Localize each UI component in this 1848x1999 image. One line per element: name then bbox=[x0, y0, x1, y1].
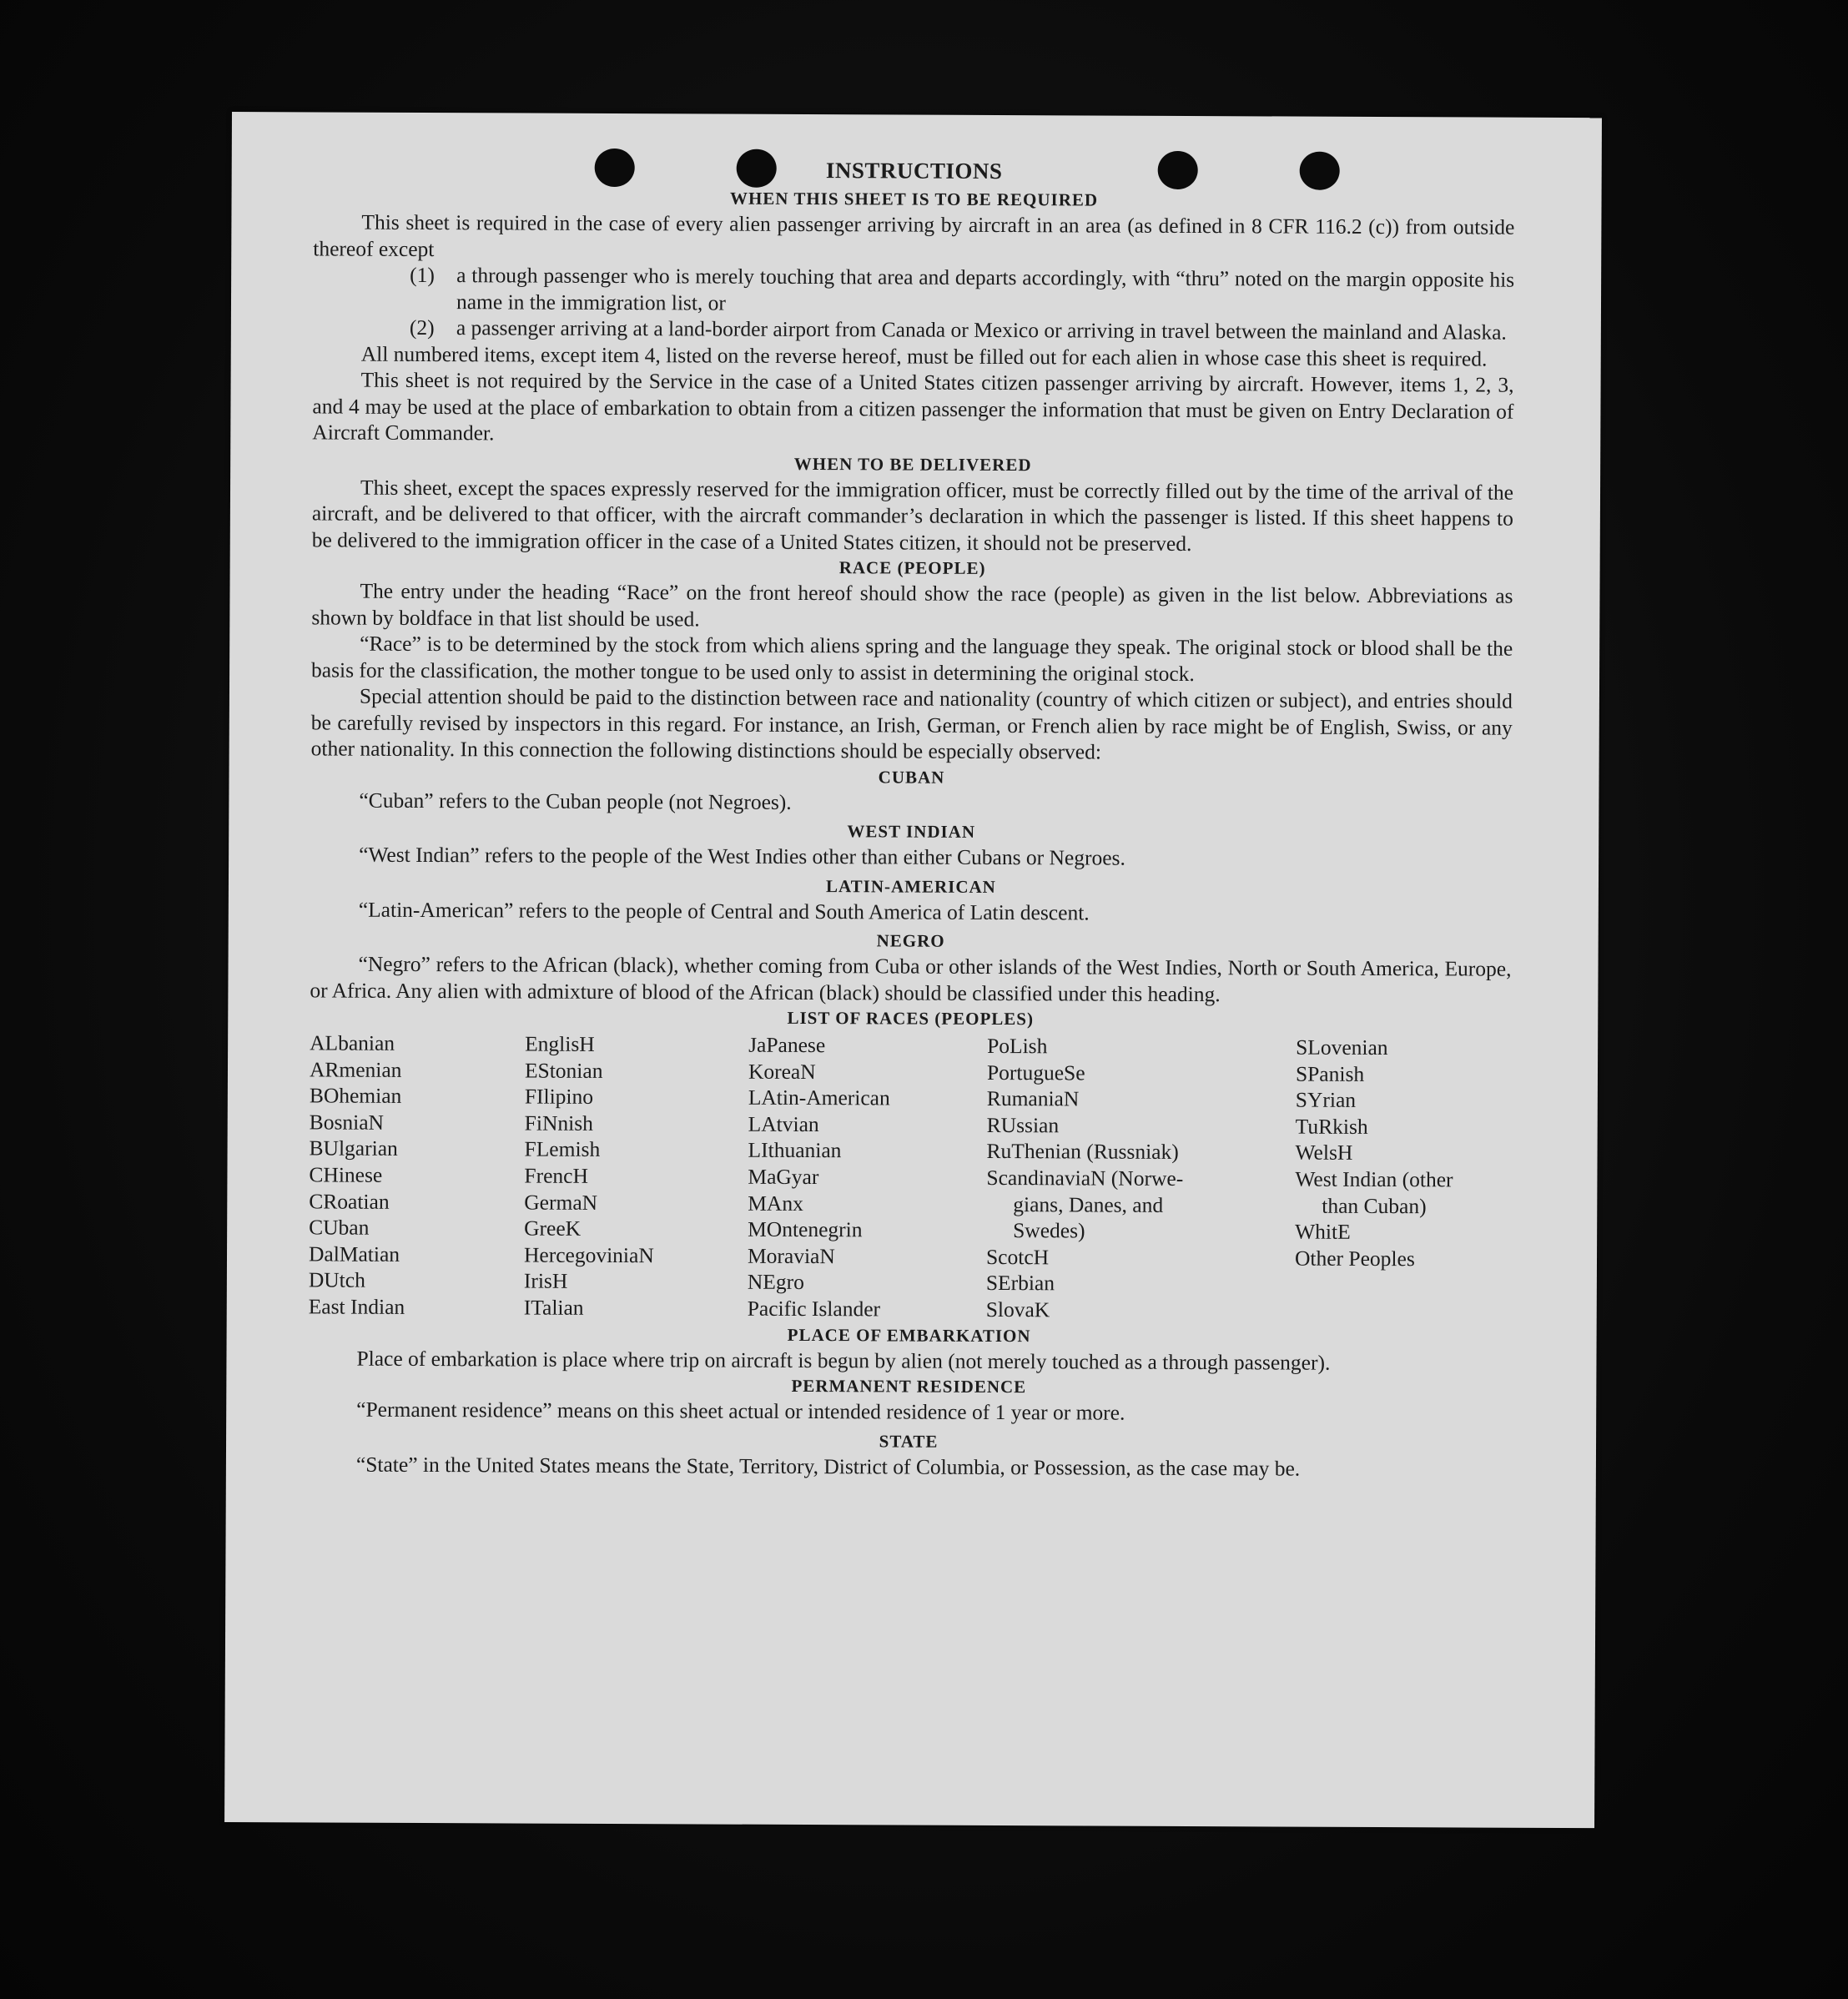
race-entry: GreeK bbox=[524, 1216, 582, 1241]
race-entry: FrencH bbox=[524, 1163, 588, 1188]
race-entry: HercegoviniaN bbox=[523, 1242, 654, 1267]
race-entry: ARmenian bbox=[309, 1057, 402, 1082]
race-entry: CHinese bbox=[309, 1162, 383, 1187]
race-paragraph-1: The entry under the heading “Race” on the front hereof should show the race (people) as given in the list below. Abbreviations as shown by boldface in that list should be used. bbox=[311, 578, 1513, 631]
race-entry: MAnx bbox=[748, 1191, 803, 1216]
item-number: (2) bbox=[409, 315, 435, 340]
race-entry: CRoatian bbox=[309, 1188, 390, 1214]
race-entry: FIlipino bbox=[524, 1084, 594, 1110]
race-entry: LAtvian bbox=[748, 1111, 819, 1136]
sheet-content bbox=[308, 155, 1515, 1482]
race-entry: FLemish bbox=[524, 1136, 601, 1162]
section-heading-state: STATE bbox=[879, 1430, 939, 1452]
race-entry: BOhemian bbox=[309, 1083, 402, 1109]
race-entry: ScotcH bbox=[985, 1244, 1050, 1270]
race-entry: ITalian bbox=[523, 1295, 584, 1320]
race-entry: IrisH bbox=[523, 1268, 568, 1294]
instruction-sheet bbox=[224, 112, 1602, 1828]
race-entry: RuThenian (Russniak) bbox=[986, 1139, 1179, 1165]
required-intro: This sheet is required in the case of every alien passenger arriving by aircraft in an area (as defined in 8 CFR 116.2 (c)) from outside thereof except bbox=[313, 209, 1515, 261]
race-entry: gians, Danes, and bbox=[1013, 1191, 1164, 1217]
section-heading-required: WHEN THIS SHEET IS TO BE REQUIRED bbox=[729, 188, 1099, 210]
race-entry: WhitE bbox=[1295, 1219, 1351, 1245]
latin-american-text: “Latin-American” refers to the people of Central and South America of Latin descent. bbox=[358, 897, 1090, 924]
section-heading-negro: NEGRO bbox=[876, 930, 945, 951]
race-entry: MoraviaN bbox=[747, 1243, 835, 1268]
race-entry: FiNnish bbox=[524, 1110, 593, 1135]
race-entry: MOntenegrin bbox=[748, 1216, 863, 1242]
section-heading-list-of-races: LIST OF RACES (PEOPLES) bbox=[787, 1007, 1035, 1030]
race-entry: KoreaN bbox=[748, 1059, 816, 1084]
race-entry: SYrian bbox=[1295, 1087, 1357, 1113]
race-entry: LIthuanian bbox=[748, 1138, 842, 1163]
race-entry: DalMatian bbox=[308, 1241, 400, 1266]
item-text: a passenger arriving at a land-border airport from Canada or Mexico or arriving in travel between the mainland and Alaska. bbox=[456, 315, 1507, 345]
race-entry: Other Peoples bbox=[1294, 1246, 1415, 1271]
race-entry: EStonian bbox=[524, 1058, 603, 1083]
race-entry: Swedes) bbox=[1013, 1218, 1085, 1243]
race-column-2 bbox=[524, 1031, 749, 1322]
residence-text: “Permanent residence” means on this sheet actual or intended residence of 1 year or more. bbox=[356, 1397, 1125, 1425]
race-entry: SErbian bbox=[985, 1271, 1055, 1296]
race-entry: BosniaN bbox=[309, 1110, 385, 1135]
race-entry: GermaN bbox=[524, 1190, 598, 1215]
race-entry: JaPanese bbox=[748, 1032, 826, 1058]
section-heading-embarkation: PLACE OF EMBARKATION bbox=[787, 1324, 1031, 1346]
race-entry: PortugueSe bbox=[986, 1060, 1085, 1085]
required-paragraph-3: This sheet is not required by the Service in the case of a United States citizen passenger arriving by aircraft. However, items 1, 2, 3, and 4 may be used at the place of embarkation to obtain from a citizen passenger the information that must be given on Entry Declaration of Aircraft Commander. bbox=[312, 367, 1514, 446]
race-entry: RUssian bbox=[986, 1112, 1060, 1138]
race-entry: TuRkish bbox=[1295, 1114, 1368, 1139]
section-heading-cuban: CUBAN bbox=[878, 766, 945, 788]
race-entry: NEgro bbox=[747, 1270, 804, 1295]
section-heading-latin-american: LATIN-AMERICAN bbox=[826, 875, 996, 897]
embarkation-text: Place of embarkation is place where trip on aircraft is begun by alien (not merely touched as a through passenger). bbox=[356, 1346, 1331, 1375]
race-column-5 bbox=[1295, 1035, 1512, 1326]
race-entry: ALbanian bbox=[310, 1030, 395, 1055]
race-entry: SPanish bbox=[1295, 1061, 1365, 1086]
item-text: a through passenger who is merely touching that area and departs accordingly, with “thru” noted on the margin opposite his name in the immigration list, or bbox=[456, 263, 1515, 315]
race-paragraph-2: “Race” is to be determined by the stock from which aliens spring and the language they speak. The original stock or blood shall be the basis for the classification, the mother tongue to be used only to assist in determining the original stock. bbox=[311, 631, 1513, 686]
race-column-3 bbox=[748, 1032, 988, 1323]
race-entry: CUban bbox=[309, 1215, 370, 1240]
delivered-text: This sheet, except the spaces expressly reserved for the immigration officer, must be correctly filled out by the time of the arrival of the aircraft, and be delivered to that officer, with the aircraft commander’s declaration in which the passenger is listed. If this sheet happens to be delivered to the immigration officer in the case of a United States citizen, it should not be preserved. bbox=[311, 475, 1514, 556]
required-paragraph-2: All numbered items, except item 4, listed on the reverse hereof, must be filled out for each alien in whose case this sheet is required. bbox=[360, 341, 1488, 371]
race-entry: LAtin-American bbox=[748, 1085, 890, 1110]
race-paragraph-3: Special attention should be paid to the distinction between race and nationality (country of which citizen or subject), and entries should be carefully revised by inspectors in this regard. For instance, an Irish, German, or French alien by race might be of English, Swiss, or any other nationality. In this connection the following distinctions should be especially observed: bbox=[310, 683, 1513, 764]
negro-text: “Negro” refers to the African (black), whether coming from Cuba or other islands of the West Indies, North or South America, Europe, or Africa. Any alien with admixture of blood of the African (black) should be classified under this heading. bbox=[310, 951, 1512, 1006]
race-entry: WelsH bbox=[1295, 1140, 1353, 1166]
section-heading-delivered: WHEN TO BE DELIVERED bbox=[793, 453, 1032, 475]
item-number: (1) bbox=[410, 262, 435, 288]
race-entry: East Indian bbox=[308, 1294, 405, 1319]
race-entry: MaGyar bbox=[748, 1164, 819, 1190]
race-column-4 bbox=[986, 1033, 1297, 1324]
section-heading-race: RACE (PEOPLE) bbox=[838, 557, 986, 578]
race-entry: West Indian (other bbox=[1295, 1166, 1453, 1192]
race-entry: than Cuban) bbox=[1322, 1193, 1427, 1218]
race-entry: DUtch bbox=[308, 1267, 365, 1293]
section-heading-west-indian: WEST INDIAN bbox=[847, 821, 976, 842]
section-heading-residence: PERMANENT RESIDENCE bbox=[791, 1375, 1027, 1397]
west-indian-text: “West Indian” refers to the people of the West Indies other than either Cubans or Negroes. bbox=[359, 842, 1125, 870]
race-list bbox=[309, 1030, 1512, 1325]
exception-item-1 bbox=[313, 261, 1514, 319]
race-entry: EnglisH bbox=[525, 1031, 595, 1056]
race-entry: Pacific Islander bbox=[747, 1296, 881, 1322]
race-column-1 bbox=[309, 1030, 526, 1321]
race-entry: SlovaK bbox=[985, 1297, 1050, 1322]
page-title: INSTRUCTIONS bbox=[825, 158, 1003, 184]
race-entry: SLovenian bbox=[1296, 1035, 1388, 1060]
cuban-text: “Cuban” refers to the Cuban people (not Negroes). bbox=[359, 788, 792, 814]
state-text: “State” in the United States means the State, Territory, District of Columbia, or Possession, as the case may be. bbox=[355, 1452, 1301, 1481]
race-entry: BUlgarian bbox=[309, 1135, 398, 1161]
race-entry: PoLish bbox=[987, 1033, 1048, 1059]
race-entry: RumaniaN bbox=[986, 1086, 1080, 1111]
race-entry: ScandinaviaN (Norwe- bbox=[986, 1165, 1184, 1191]
